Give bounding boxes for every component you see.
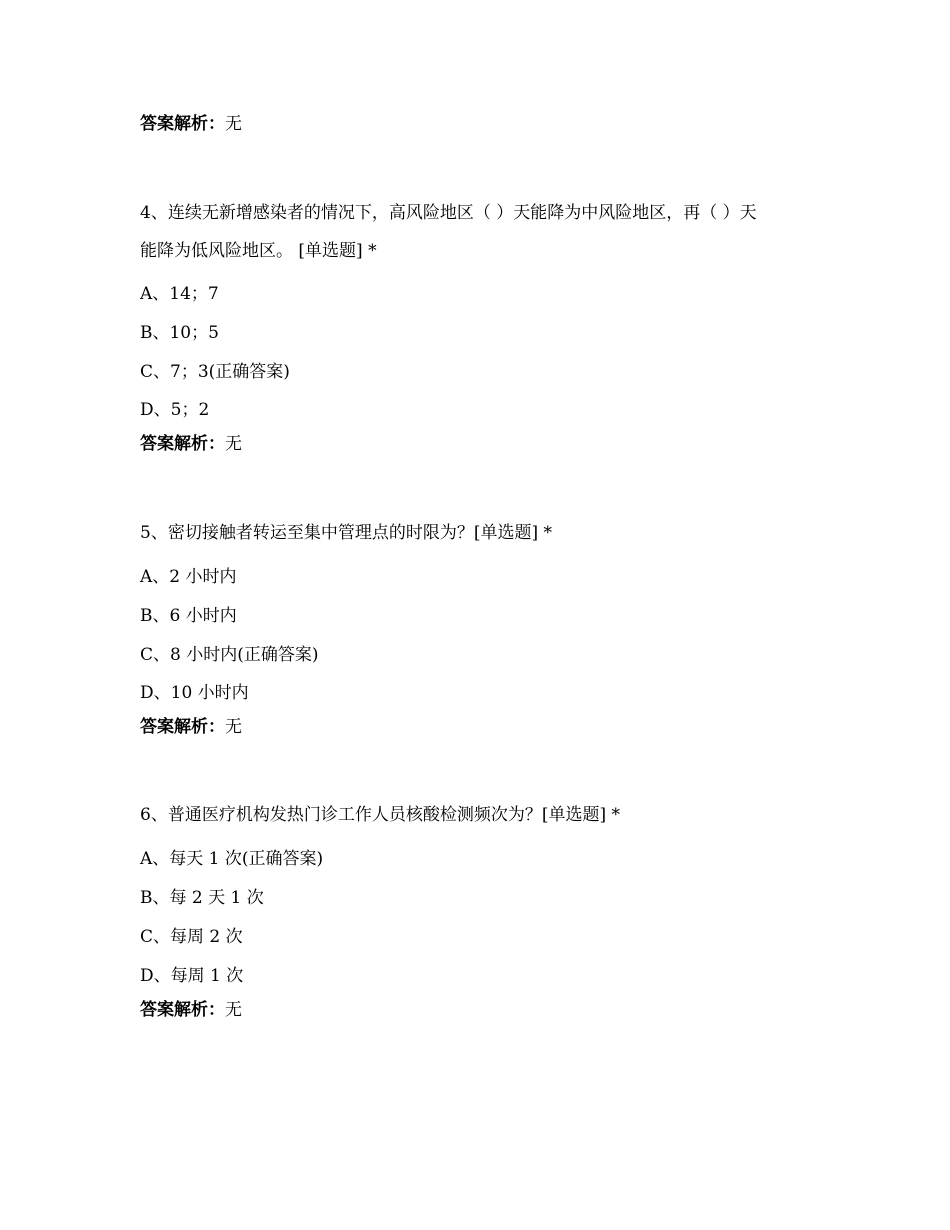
- question-6-option-b: B、每 2 天 1 次: [140, 888, 264, 908]
- question-5-option-a: A、2 小时内: [140, 567, 237, 587]
- answer-analysis-value: 无: [225, 114, 242, 134]
- question-5-answer-analysis: [140, 716, 242, 738]
- answer-analysis-label: 答案解析：: [140, 434, 225, 454]
- question-4-stem-line-1: 4、连续无新增感染者的情况下，高风险地区（ ）天能降为中风险地区，再（ ）天: [140, 203, 757, 223]
- answer-analysis-value: 无: [225, 1000, 242, 1020]
- question-5-option-c: C、8 小时内(正确答案): [140, 645, 319, 665]
- question-4-stem-line-2: 能降为低风险地区。 [单选题] *: [140, 241, 377, 261]
- question-4-option-c: C、7；3(正确答案): [140, 362, 290, 382]
- question-5-option-b: B、6 小时内: [140, 606, 237, 626]
- question-4-option-d: D、5；2: [140, 400, 210, 420]
- answer-analysis-label: 答案解析：: [140, 114, 225, 134]
- question-4-option-a: A、14；7: [140, 284, 219, 304]
- question-4-answer-analysis: [140, 433, 242, 455]
- answer-analysis-value: 无: [225, 434, 242, 454]
- question-6-option-d: D、每周 1 次: [140, 966, 244, 986]
- question-5-stem: 5、密切接触者转运至集中管理点的时限为？[单选题] *: [140, 523, 552, 543]
- question-5-option-d: D、10 小时内: [140, 683, 249, 703]
- question-4-option-b: B、10；5: [140, 323, 219, 343]
- answer-analysis-label: 答案解析：: [140, 1000, 225, 1020]
- answer-analysis-label: 答案解析：: [140, 717, 225, 737]
- question-6-option-c: C、每周 2 次: [140, 927, 243, 947]
- question-6-answer-analysis: [140, 999, 242, 1021]
- answer-analysis-value: 无: [225, 717, 242, 737]
- question-6-stem: 6、普通医疗机构发热门诊工作人员核酸检测频次为？[单选题] *: [140, 805, 620, 825]
- question-6-option-a: A、每天 1 次(正确答案): [140, 849, 324, 869]
- answer-analysis: [140, 113, 242, 135]
